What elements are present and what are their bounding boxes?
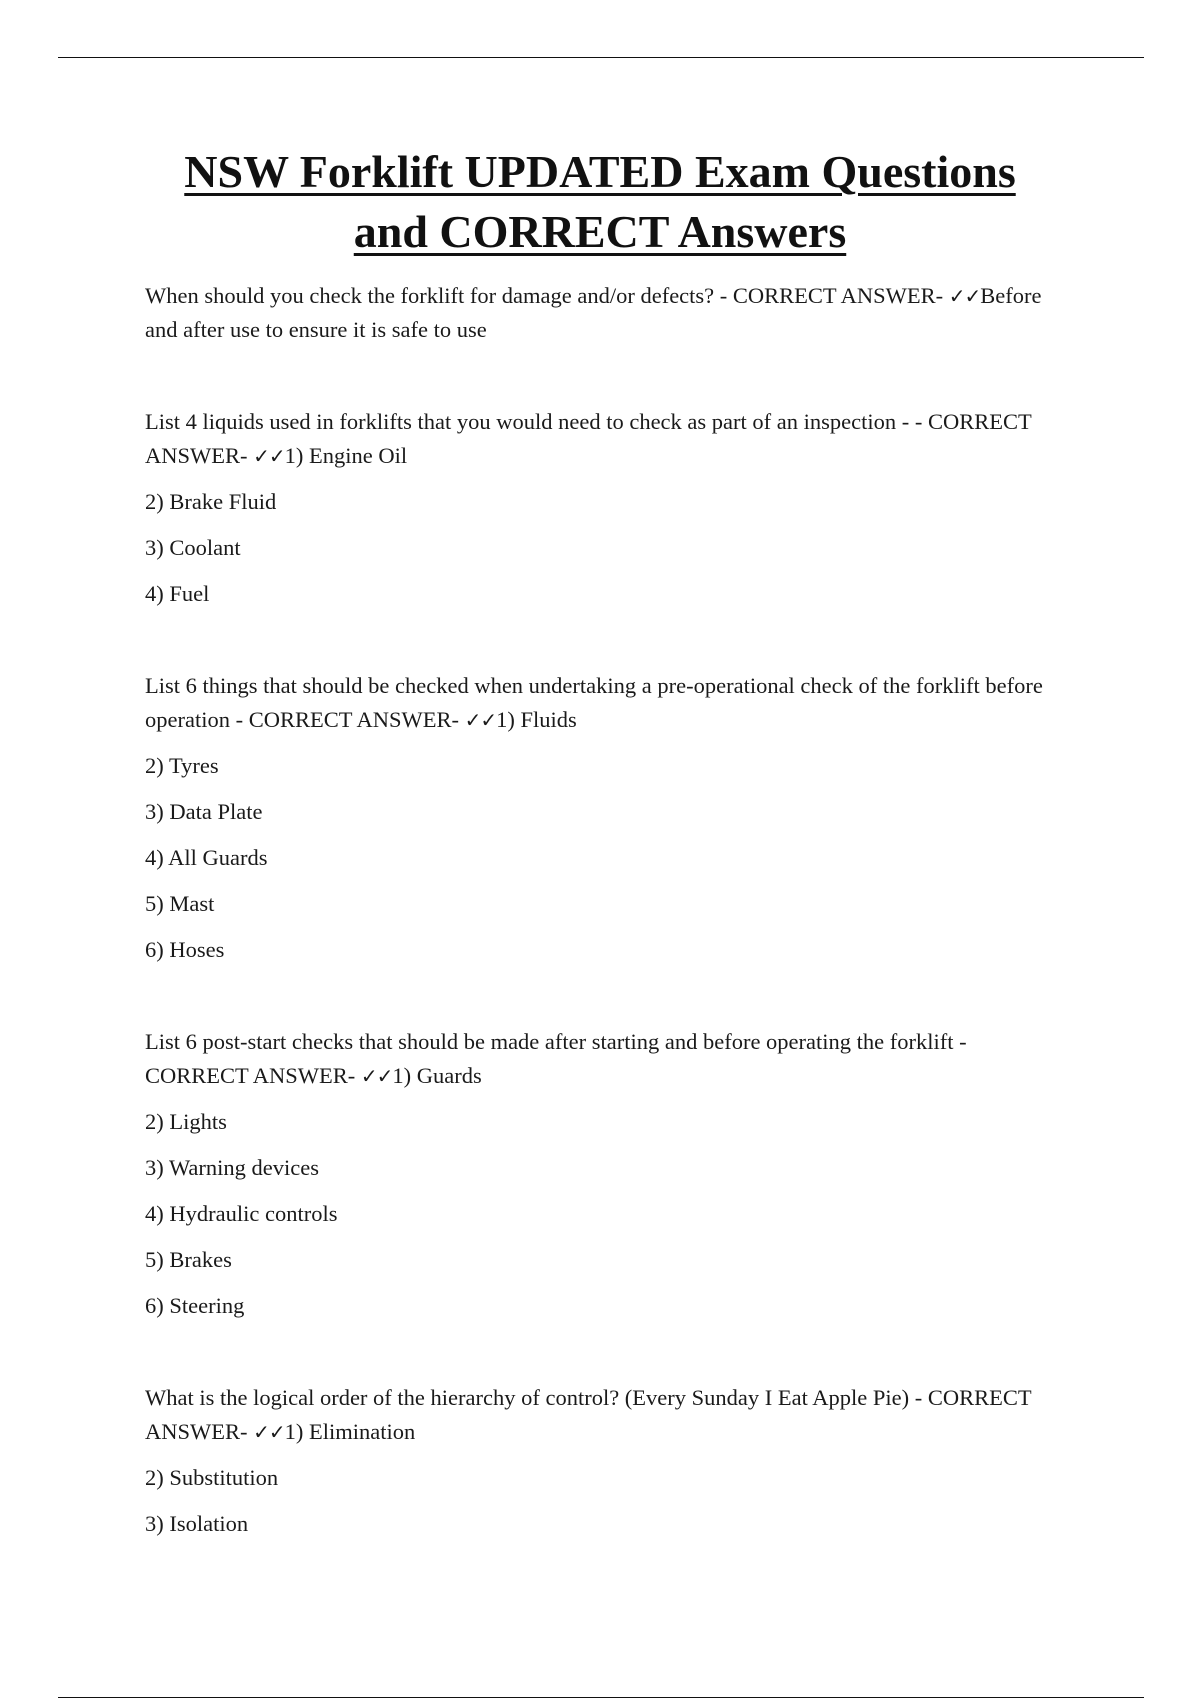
answer-item: 2) Lights <box>145 1109 227 1134</box>
qa-block <box>145 1025 1065 1323</box>
qa-block <box>145 1381 1065 1541</box>
answer-text: 1) Elimination <box>284 1419 416 1444</box>
double-check-icon: ✓✓ <box>360 1064 393 1088</box>
answer-item: 2) Brake Fluid <box>145 489 277 514</box>
question-text: List 6 things that should be checked when undertaking a pre-operational check of the forklift before operation - <box>145 673 1043 732</box>
answer-item: 3) Warning devices <box>145 1155 319 1180</box>
double-check-icon: ✓✓ <box>253 1420 285 1444</box>
answer-item: 4) All Guards <box>145 845 268 870</box>
answer-marker: CORRECT ANSWER- <box>145 409 1032 468</box>
answer-text: 1) Guards <box>392 1063 482 1088</box>
answer-marker: CORRECT ANSWER- <box>732 283 944 308</box>
answer-item: 3) Isolation <box>145 1511 249 1536</box>
double-check-icon: ✓✓ <box>464 708 497 732</box>
title-line-2: and CORRECT Answers <box>353 206 847 257</box>
title-line-1: NSW Forklift UPDATED Exam Questions <box>184 146 1016 197</box>
question-text: When should you check the forklift for damage and/or defects? - <box>145 283 733 308</box>
footer-rule <box>58 1697 1144 1698</box>
answer-text: Before and after use to ensure it is safe to use <box>145 283 1042 342</box>
question-text: List 6 post-start checks that should be made after starting and before operating the forklift - <box>145 1029 967 1054</box>
answer-marker: CORRECT ANSWER- <box>145 1385 1032 1444</box>
answer-text: 1) Fluids <box>496 707 577 732</box>
answer-text: 1) Engine Oil <box>284 443 408 468</box>
answer-item: 5) Mast <box>145 891 215 916</box>
question-text: What is the logical order of the hierarchy of control? (Every Sunday I Eat Apple Pie) - <box>145 1385 928 1410</box>
document-title <box>100 142 1100 262</box>
answer-item: 4) Hydraulic controls <box>145 1201 338 1226</box>
double-check-icon: ✓✓ <box>948 284 981 308</box>
qa-block <box>145 279 1065 347</box>
answer-item: 4) Fuel <box>145 581 210 606</box>
answer-item: 2) Substitution <box>145 1465 279 1490</box>
answer-item: 2) Tyres <box>145 753 219 778</box>
double-check-icon: ✓✓ <box>253 444 285 468</box>
qa-list <box>145 279 1065 1541</box>
answer-item: 6) Steering <box>145 1293 245 1318</box>
qa-block <box>145 405 1065 611</box>
qa-question <box>145 279 1065 347</box>
qa-question <box>145 405 1065 473</box>
qa-question <box>145 669 1065 737</box>
answer-item: 5) Brakes <box>145 1247 232 1272</box>
qa-block <box>145 669 1065 967</box>
question-text: List 4 liquids used in forklifts that you would need to check as part of an inspection - - <box>145 409 928 434</box>
answer-marker: CORRECT ANSWER- <box>248 707 459 732</box>
answer-item: 3) Data Plate <box>145 799 263 824</box>
answer-item: 6) Hoses <box>145 937 225 962</box>
answer-marker: CORRECT ANSWER- <box>145 1063 356 1088</box>
qa-question <box>145 1381 1065 1449</box>
header-rule <box>58 57 1144 58</box>
qa-question <box>145 1025 1065 1093</box>
answer-item: 3) Coolant <box>145 535 241 560</box>
